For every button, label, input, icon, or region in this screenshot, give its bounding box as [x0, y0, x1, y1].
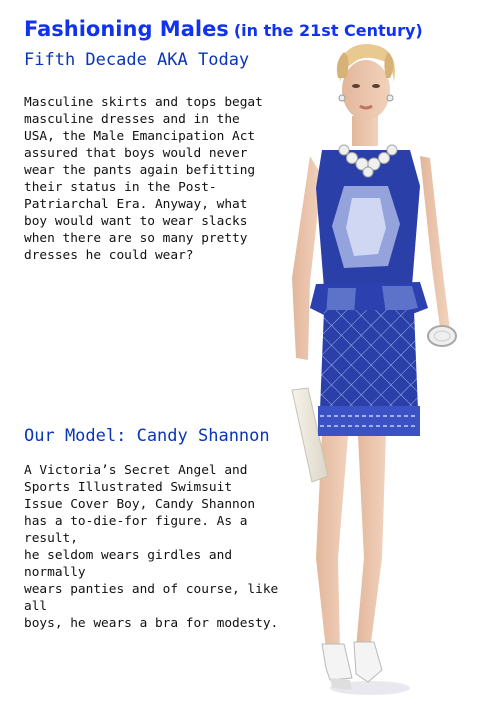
title-main: Fashioning Males [24, 17, 229, 41]
title-subtitle: (in the 21st Century) [233, 21, 423, 40]
section-body-our-model: A Victoria’s Secret Angel and Sports Illustrated Swimsuit Issue Cover Boy, Candy Shannon has a to-die-for figure. As a result, he seldom wears girdles and normally wears panties and of course, like all boys, he wears a bra for modesty. [24, 463, 279, 631]
section-heading-fifth-decade: Fifth Decade AKA Today [24, 50, 250, 70]
model-photo [282, 38, 498, 716]
section-body-fifth-decade: Masculine skirts and tops begat masculine dresses and in the USA, the Male Emancipation Act assured that boys would never wear the pants again befitting their status in the Post- Patriarchal Era. Anyway, what boy would want to wear slacks when there are so many pretty dresses he could wear? [24, 95, 263, 263]
section-heading-our-model: Our Model: Candy Shannon [24, 426, 270, 446]
